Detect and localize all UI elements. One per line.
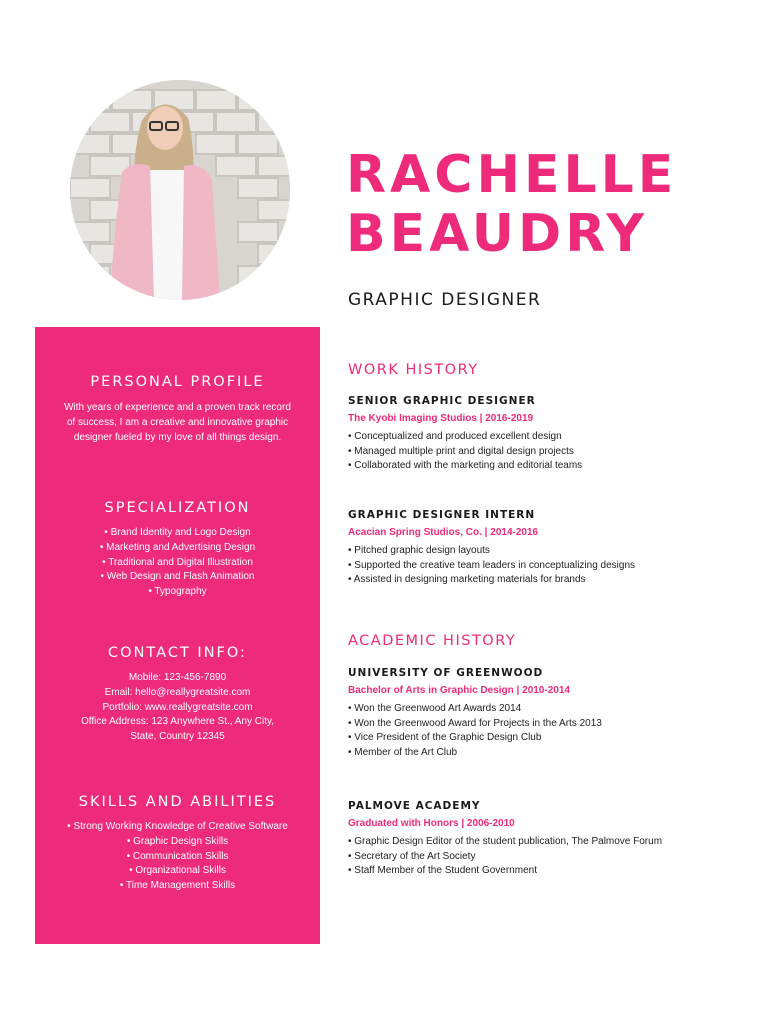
list-item: • Assisted in designing marketing materials for brands bbox=[348, 574, 586, 585]
list-item: • Typography bbox=[148, 586, 207, 598]
sidebar bbox=[35, 327, 320, 944]
list-item: • Marketing and Advertising Design bbox=[99, 541, 256, 553]
school-degree: Bachelor of Arts in Graphic Design | 2010-2014 bbox=[348, 685, 570, 696]
specialization-list bbox=[47, 526, 308, 600]
specialization-heading: SPECIALIZATION bbox=[104, 500, 251, 516]
list-item: • Communication Skills bbox=[126, 850, 229, 862]
education-entry bbox=[348, 667, 748, 760]
school-name: UNIVERSITY OF GREENWOOD bbox=[348, 667, 544, 679]
list-item: • Member of the Art Club bbox=[348, 746, 458, 758]
contact-portfolio[interactable]: Portfolio: www.reallygreatsite.com bbox=[102, 701, 253, 713]
list-item: • Secretary of the Art Society bbox=[348, 850, 476, 862]
work-history-heading bbox=[348, 362, 748, 378]
contact-info-section bbox=[35, 645, 320, 745]
school-name: PALMOVE ACADEMY bbox=[348, 800, 481, 812]
skills-heading: SKILLS AND ABILITIES bbox=[78, 794, 277, 810]
job-role: SENIOR GRAPHIC DESIGNER bbox=[348, 395, 536, 407]
profile-photo bbox=[70, 80, 290, 300]
list-item: • Vice President of the Graphic Design Club bbox=[348, 732, 542, 743]
list-item: • Managed multiple print and digital design projects bbox=[348, 445, 574, 457]
skills-list bbox=[47, 820, 308, 894]
list-item: • Brand Identity and Logo Design bbox=[104, 527, 251, 538]
job-role: GRAPHIC DESIGNER INTERN bbox=[348, 509, 536, 521]
job-company: The Kyobi Imaging Studios | 2016-2019 bbox=[348, 413, 534, 424]
school-degree: Graduated with Honors | 2006-2010 bbox=[348, 818, 515, 829]
list-item: • Web Design and Flash Animation bbox=[100, 571, 255, 583]
list-item: • Organizational Skills bbox=[129, 865, 226, 877]
list-item: • Supported the creative team leaders in conceptualizing designs bbox=[348, 559, 636, 571]
list-item: • Conceptualized and produced excellent design bbox=[348, 431, 562, 442]
list-item: • Won the Greenwood Art Awards 2014 bbox=[348, 703, 522, 714]
name-line-first: RACHELLE bbox=[346, 145, 678, 205]
name-line-last: BEAUDRY bbox=[346, 204, 649, 264]
list-item: • Time Management Skills bbox=[119, 880, 236, 892]
list-item: • Won the Greenwood Award for Projects in the Arts 2013 bbox=[348, 717, 602, 729]
education-entry bbox=[348, 800, 748, 879]
skills-section bbox=[35, 794, 320, 894]
list-item: • Staff Member of the Student Government bbox=[348, 865, 537, 876]
candidate-name bbox=[346, 146, 746, 264]
contact-info-list bbox=[47, 671, 308, 745]
list-item: • Strong Working Knowledge of Creative Software bbox=[67, 821, 288, 832]
work-history-title: WORK HISTORY bbox=[348, 362, 479, 378]
contact-mobile: Mobile: 123-456-7890 bbox=[128, 672, 227, 683]
work-entry bbox=[348, 395, 748, 474]
contact-address-line1: Office Address: 123 Anywhere St., Any City, bbox=[80, 716, 275, 728]
personal-profile-section bbox=[35, 374, 320, 445]
list-item: • Traditional and Digital Illustration bbox=[102, 556, 253, 568]
school-bullets bbox=[348, 835, 748, 879]
job-title-heading: GRAPHIC DESIGNER bbox=[348, 290, 542, 310]
personal-profile-text: With years of experience and a proven track record of success, I am a creative and innovative graphic designer fueled by my love of all things design. bbox=[64, 402, 291, 443]
job-bullets bbox=[348, 544, 748, 588]
work-entry bbox=[348, 509, 748, 588]
job-bullets bbox=[348, 430, 748, 474]
list-item: • Pitched graphic design layouts bbox=[348, 545, 490, 556]
contact-email[interactable]: Email: hello@reallygreatsite.com bbox=[104, 686, 251, 698]
contact-info-heading: CONTACT INFO: bbox=[108, 645, 247, 661]
personal-profile-heading: PERSONAL PROFILE bbox=[90, 374, 265, 390]
contact-address-line2: State, Country 12345 bbox=[130, 731, 225, 743]
specialization-section bbox=[35, 500, 320, 600]
academic-history-heading bbox=[348, 633, 748, 649]
job-company: Acacian Spring Studios, Co. | 2014-2016 bbox=[348, 527, 539, 538]
list-item: • Collaborated with the marketing and editorial teams bbox=[348, 460, 583, 471]
profile-photo-illustration bbox=[70, 80, 290, 300]
list-item: • Graphic Design Editor of the student publication, The Palmove Forum bbox=[348, 836, 663, 847]
school-bullets bbox=[348, 702, 748, 760]
list-item: • Graphic Design Skills bbox=[126, 835, 229, 847]
academic-history-title: ACADEMIC HISTORY bbox=[348, 633, 517, 649]
